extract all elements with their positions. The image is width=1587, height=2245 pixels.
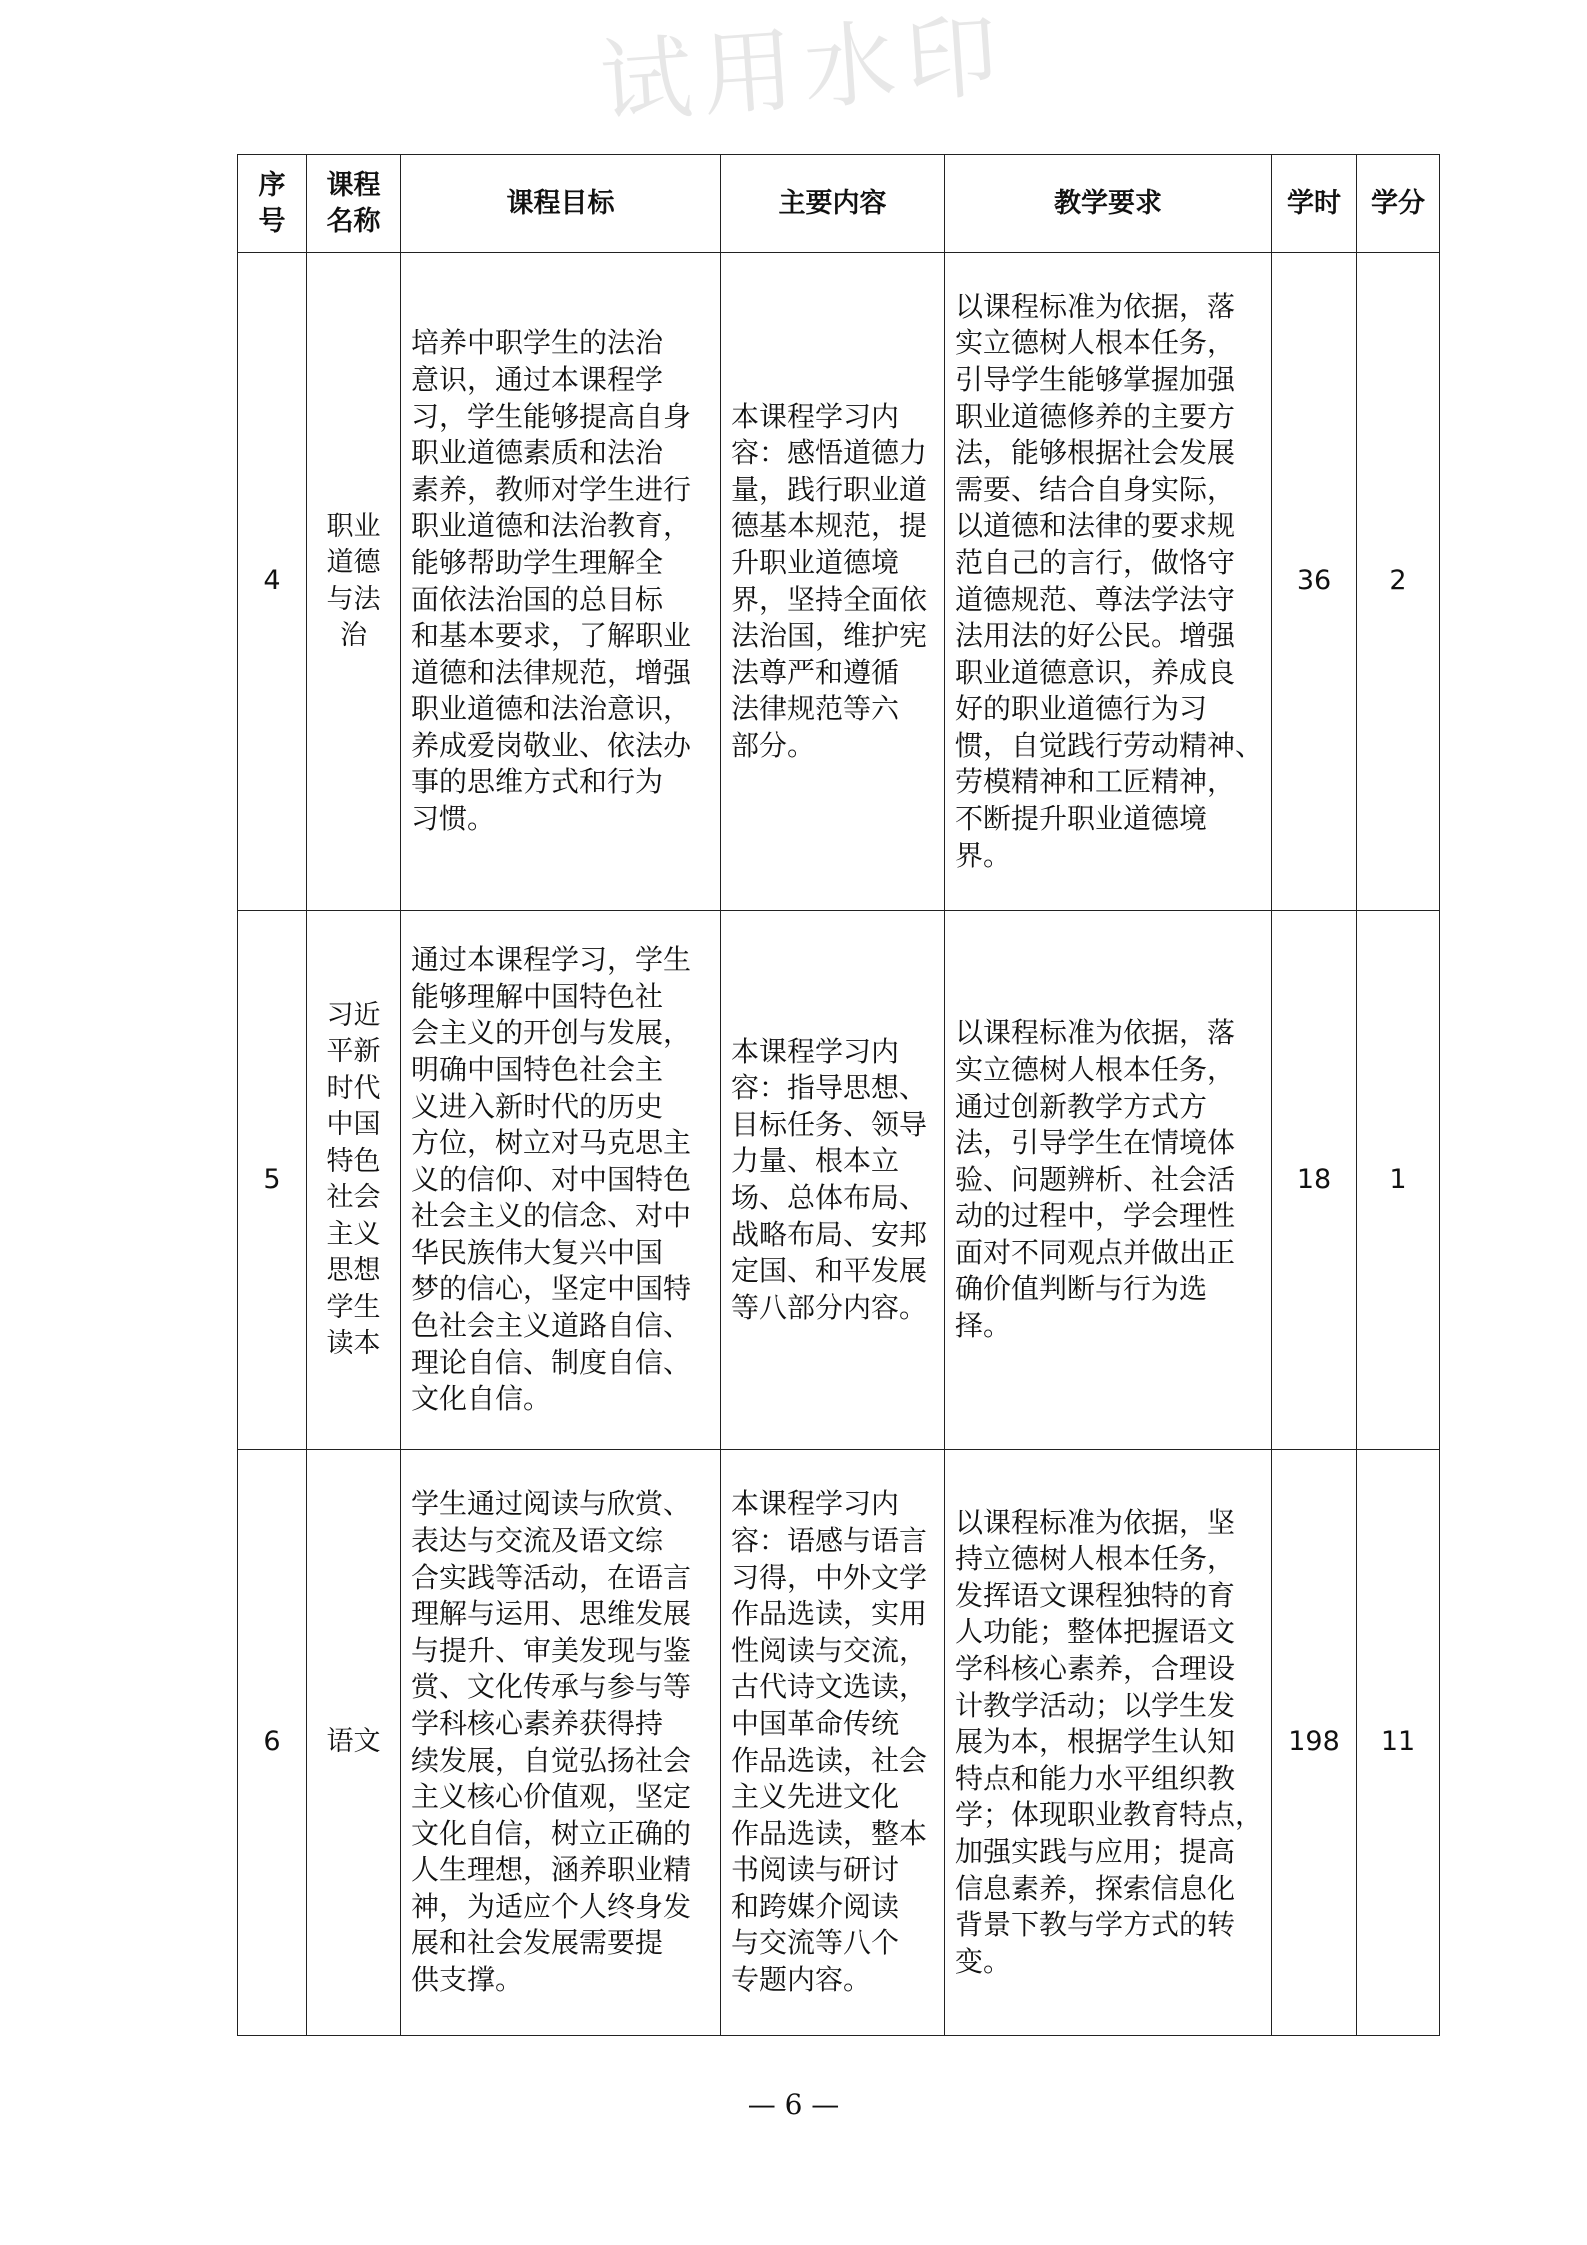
header-course-goal: 课程目标 xyxy=(401,155,721,253)
header-index: 序 号 xyxy=(238,155,307,253)
header-credits: 学分 xyxy=(1357,155,1440,253)
row-teaching-requirement: 以课程标准为依据，落 实立德树人根本任务， 引导学生能够掌握加强 职业道德修养的主要方 法，能够根据社会发展 需要、结合自身实际， 以道德和法律的要求规 范自己的言行，做恪守 道德规范、尊法学法守 法用法的好公民。增强 职业道德意识，养成良 好的职业道德行为习 惯，自觉践行劳动精神、 劳模精神和工匠精神， 不断提升职业道德境 界。 xyxy=(945,253,1272,911)
row-index: 6 xyxy=(238,1450,307,2036)
table-row xyxy=(238,911,1440,1450)
row-credits: 11 xyxy=(1357,1450,1440,2036)
row-course-name: 语文 xyxy=(307,1450,401,2036)
row-hours: 18 xyxy=(1272,911,1357,1450)
row-hours: 36 xyxy=(1272,253,1357,911)
row-teaching-requirement: 以课程标准为依据，坚 持立德树人根本任务， 发挥语文课程独特的育 人功能；整体把握语文 学科核心素养，合理设 计教学活动；以学生发 展为本，根据学生认知 特点和能力水平组织教 学；体现职业教育特点， 加强实践与应用；提高 信息素养，探索信息化 背景下教与学方式的转 变。 xyxy=(945,1450,1272,2036)
row-main-content: 本课程学习内 容：语感与语言 习得，中外文学 作品选读，实用 性阅读与交流， 古代诗文选读， 中国革命传统 作品选读，社会 主义先进文化 作品选读，整本 书阅读与研讨 和跨媒介阅读 与交流等八个 专题内容。 xyxy=(721,1450,945,2036)
row-course-goal: 培养中职学生的法治 意识，通过本课程学 习，学生能够提高自身 职业道德素质和法治 素养，教师对学生进行 职业道德和法治教育， 能够帮助学生理解全 面依法治国的总目标 和基本要求，了解职业 道德和法律规范，增强 职业道德和法治意识， 养成爱岗敬业、依法办 事的思维方式和行为 习惯。 xyxy=(401,253,721,911)
row-main-content: 本课程学习内 容：指导思想、 目标任务、领导 力量、根本立 场、总体布局、 战略布局、安邦 定国、和平发展 等八部分内容。 xyxy=(721,911,945,1450)
row-hours: 198 xyxy=(1272,1450,1357,2036)
row-credits: 1 xyxy=(1357,911,1440,1450)
row-course-goal: 通过本课程学习，学生 能够理解中国特色社 会主义的开创与发展， 明确中国特色社会主 义进入新时代的历史 方位，树立对马克思主 义的信仰、对中国特色 社会主义的信念、对中 华民族伟大复兴中国 梦的信心，坚定中国特 色社会主义道路自信、 理论自信、制度自信、 文化自信。 xyxy=(401,911,721,1450)
row-main-content: 本课程学习内 容：感悟道德力 量，践行职业道 德基本规范，提 升职业道德境 界，坚持全面依 法治国，维护宪 法尊严和遵循 法律规范等六 部分。 xyxy=(721,253,945,911)
table-row xyxy=(238,253,1440,911)
row-credits: 2 xyxy=(1357,253,1440,911)
watermark: 试用水印 xyxy=(596,1,1012,138)
table-row xyxy=(238,1450,1440,2036)
header-main-content: 主要内容 xyxy=(721,155,945,253)
row-course-name: 职业 道德 与法 治 xyxy=(307,253,401,911)
course-table xyxy=(237,154,1440,2036)
page-number: — 6 — xyxy=(747,2088,840,2121)
header-teaching-requirement: 教学要求 xyxy=(945,155,1272,253)
header-course-name: 课程 名称 xyxy=(307,155,401,253)
row-index: 4 xyxy=(238,253,307,911)
row-course-name: 习近 平新 时代 中国 特色 社会 主义 思想 学生 读本 xyxy=(307,911,401,1450)
header-hours: 学时 xyxy=(1272,155,1357,253)
row-course-goal: 学生通过阅读与欣赏、 表达与交流及语文综 合实践等活动，在语言 理解与运用、思维发展 与提升、审美发现与鉴 赏、文化传承与参与等 学科核心素养获得持 续发展，自觉弘扬社会 主义核心价值观，坚定 文化自信，树立正确的 人生理想，涵养职业精 神，为适应个人终身发 展和社会发展需要提 供支撑。 xyxy=(401,1450,721,2036)
table-header-row xyxy=(238,155,1440,253)
row-index: 5 xyxy=(238,911,307,1450)
row-teaching-requirement: 以课程标准为依据，落 实立德树人根本任务， 通过创新教学方式方 法，引导学生在情境体 验、问题辨析、社会活 动的过程中，学会理性 面对不同观点并做出正 确价值判断与行为选 择。 xyxy=(945,911,1272,1450)
